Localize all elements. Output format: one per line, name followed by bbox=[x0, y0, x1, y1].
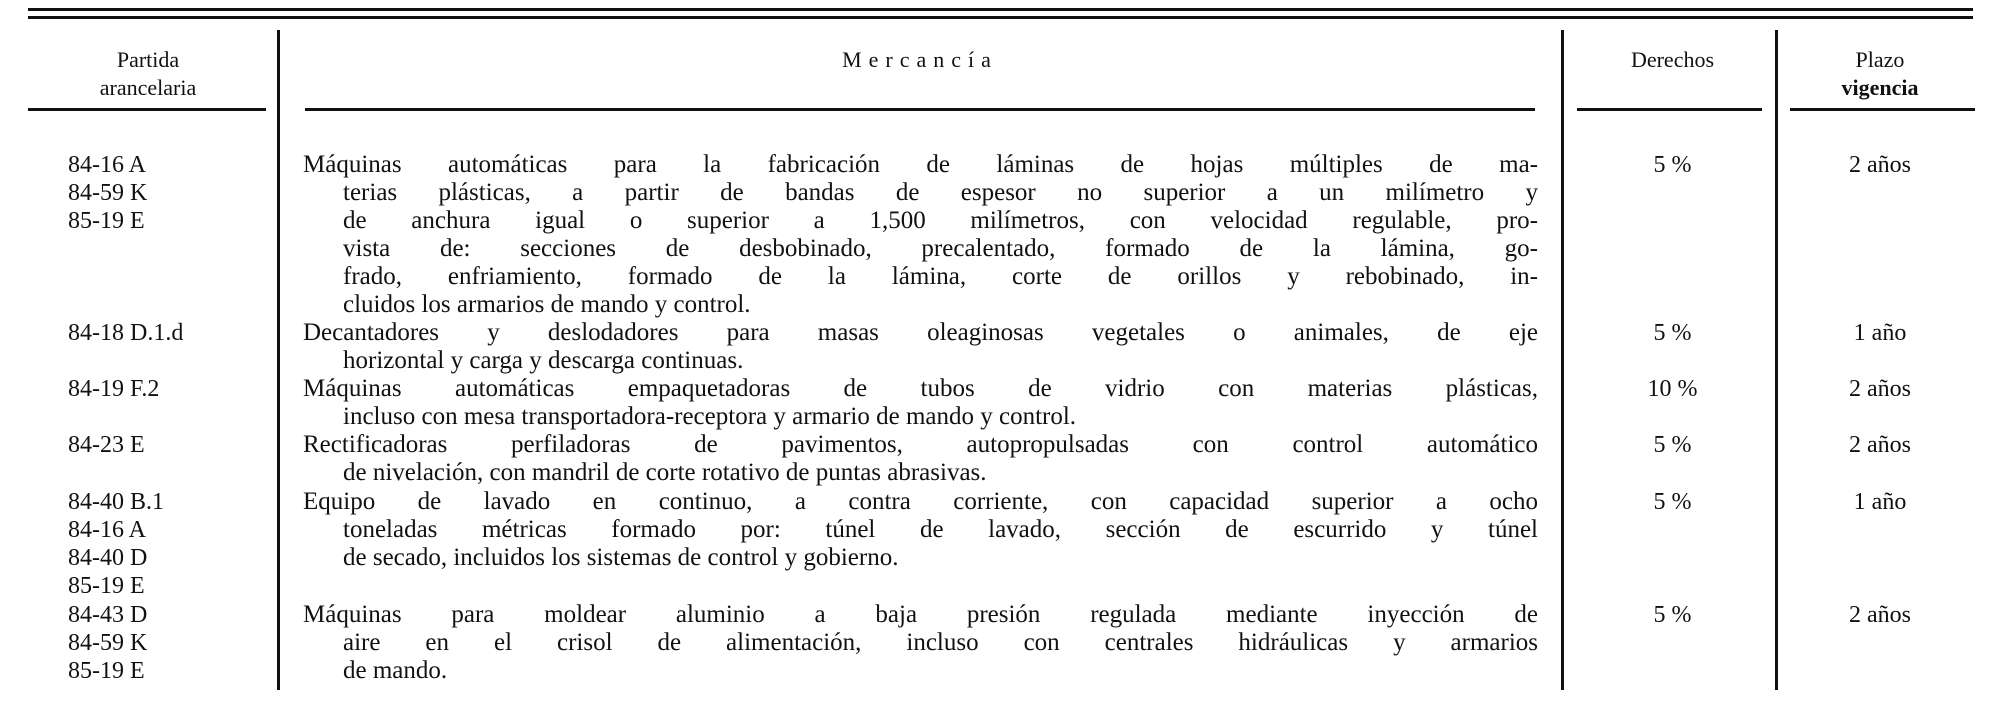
description-line: Rectificadoras perfiladoras de pavimentos, autopropulsadas con control automático bbox=[303, 431, 1538, 458]
description-line: horizontal y carga y descarga continuas. bbox=[343, 347, 744, 374]
header-mercancia: Mercancía bbox=[842, 47, 998, 72]
partida-code: 85-19 E bbox=[68, 658, 145, 684]
mercancia-description bbox=[303, 488, 1538, 572]
header-plazo-line1: Plazo bbox=[1855, 47, 1905, 72]
mercancia-description bbox=[303, 431, 1538, 487]
description-line: Máquinas automáticas empaquetadoras de tubos de vidrio con materias plásticas, bbox=[303, 375, 1538, 402]
partida-code: 84-40 D bbox=[68, 545, 148, 571]
header-underline bbox=[1790, 108, 1975, 111]
description-line: Decantadores y deslodadores para masas oleaginosas vegetales o animales, de eje bbox=[303, 319, 1538, 346]
header-partida-line1: Partida bbox=[116, 47, 180, 72]
partida-code: 84-43 D bbox=[68, 602, 148, 628]
description-line: Máquinas automáticas para la fabricación de láminas de hojas múltiples de ma- bbox=[303, 151, 1538, 178]
plazo-value: 2 años bbox=[1849, 152, 1911, 178]
column-divider bbox=[1561, 30, 1564, 690]
header-derechos: Derechos bbox=[1630, 47, 1715, 72]
partida-codes bbox=[68, 488, 268, 600]
description-line: cluidos los armarios de mando y control. bbox=[343, 291, 751, 318]
column-divider bbox=[1775, 30, 1778, 690]
partida-code: 84-40 B.1 bbox=[68, 489, 164, 515]
partida-codes bbox=[68, 375, 268, 403]
plazo-value: 2 años bbox=[1849, 376, 1911, 402]
header-underline bbox=[305, 108, 1535, 111]
description-line: de anchura igual o superior a 1,500 milímetros, con velocidad regulable, pro- bbox=[343, 207, 1538, 234]
mercancia-description bbox=[303, 601, 1538, 685]
plazo-value: 2 años bbox=[1849, 432, 1911, 458]
header-partida bbox=[28, 46, 268, 102]
header-underline bbox=[28, 108, 266, 111]
partida-code: 85-19 E bbox=[68, 208, 145, 234]
mercancia-description bbox=[303, 151, 1538, 319]
top-rule bbox=[28, 8, 1973, 11]
description-line: de nivelación, con mandril de corte rotativo de puntas abrasivas. bbox=[343, 459, 987, 486]
derechos-value: 5 % bbox=[1653, 602, 1692, 628]
mercancia-description bbox=[303, 319, 1538, 375]
partida-code: 84-59 K bbox=[68, 180, 148, 206]
description-line: toneladas métricas formado por: túnel de lavado, sección de escurrido y túnel bbox=[343, 516, 1538, 543]
derechos-value: 10 % bbox=[1647, 376, 1698, 402]
description-line: de mando. bbox=[343, 657, 448, 684]
column-divider bbox=[277, 30, 280, 690]
partida-code: 84-23 E bbox=[68, 432, 145, 458]
description-line: vista de: secciones de desbobinado, precalentado, formado de la lámina, go- bbox=[343, 235, 1538, 262]
derechos-value: 5 % bbox=[1653, 152, 1692, 178]
partida-codes bbox=[68, 431, 268, 459]
plazo-value: 1 año bbox=[1853, 489, 1907, 515]
partida-code: 84-59 K bbox=[68, 630, 148, 656]
partida-codes bbox=[68, 601, 268, 685]
plazo-value: 2 años bbox=[1849, 602, 1911, 628]
plazo-value: 1 año bbox=[1853, 320, 1907, 346]
partida-codes bbox=[68, 151, 268, 235]
description-line: incluso con mesa transportadora-receptora y armario de mando y control. bbox=[343, 403, 1077, 430]
partida-code: 84-18 D.1.d bbox=[68, 320, 184, 346]
top-rule-second bbox=[28, 16, 1973, 19]
derechos-value: 5 % bbox=[1653, 432, 1692, 458]
partida-codes bbox=[68, 319, 268, 347]
description-line: frado, enfriamiento, formado de la lámina, corte de orillos y rebobinado, in- bbox=[343, 263, 1538, 290]
partida-code: 85-19 E bbox=[68, 573, 145, 599]
header-underline bbox=[1577, 108, 1762, 111]
derechos-value: 5 % bbox=[1653, 489, 1692, 515]
header-plazo bbox=[1785, 46, 1975, 102]
description-line: de secado, incluidos los sistemas de control y gobierno. bbox=[343, 544, 899, 571]
partida-code: 84-19 F.2 bbox=[68, 376, 160, 402]
description-line: Equipo de lavado en continuo, a contra corriente, con capacidad superior a ocho bbox=[303, 488, 1538, 515]
header-plazo-line2: vigencia bbox=[1841, 75, 1919, 100]
mercancia-description bbox=[303, 375, 1538, 431]
derechos-value: 5 % bbox=[1653, 320, 1692, 346]
description-line: aire en el crisol de alimentación, incluso con centrales hidráulicas y armarios bbox=[343, 629, 1538, 656]
description-line: terias plásticas, a partir de bandas de espesor no superior a un milímetro y bbox=[343, 179, 1538, 206]
header-partida-line2: arancelaria bbox=[99, 75, 197, 100]
partida-code: 84-16 A bbox=[68, 152, 146, 178]
partida-code: 84-16 A bbox=[68, 517, 146, 543]
description-line: Máquinas para moldear aluminio a baja presión regulada mediante inyección de bbox=[303, 601, 1538, 628]
